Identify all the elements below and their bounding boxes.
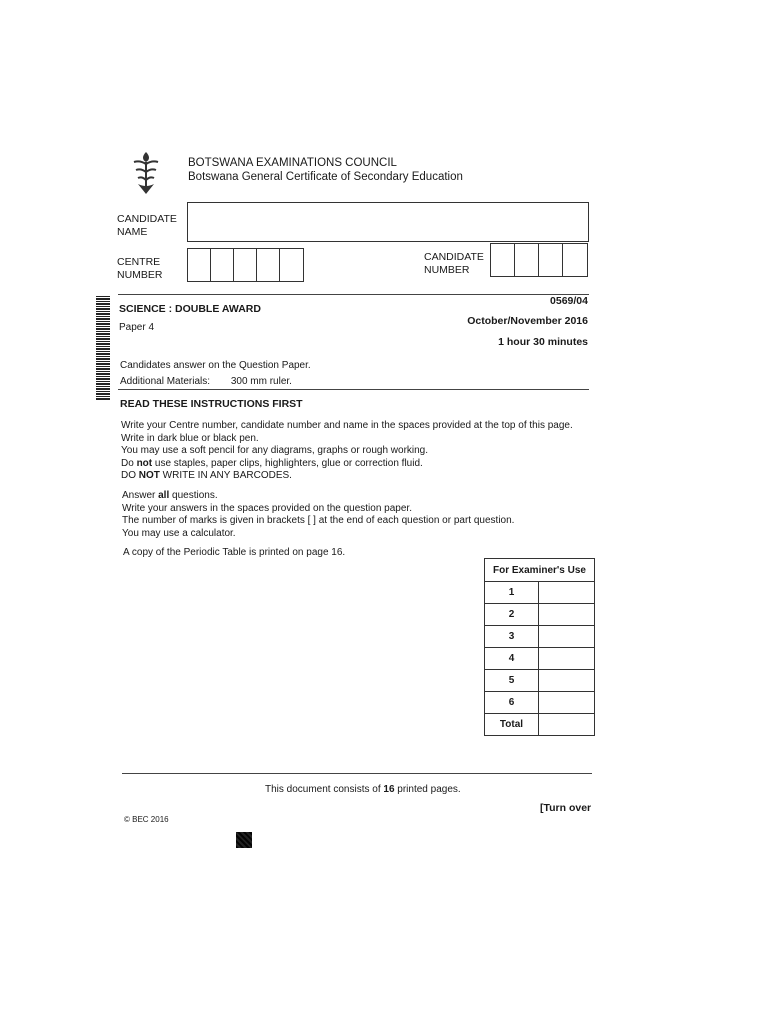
candidate-name-field[interactable] bbox=[187, 202, 589, 242]
page-count: This document consists of 16 printed pages. bbox=[265, 784, 461, 795]
mark-cell[interactable] bbox=[539, 692, 595, 714]
copyright: © BEC 2016 bbox=[124, 815, 169, 824]
divider-top bbox=[118, 294, 589, 295]
table-row: 6 bbox=[485, 692, 595, 714]
turn-over: [Turn over bbox=[540, 802, 592, 814]
candidate-number-field[interactable] bbox=[490, 243, 588, 277]
table-row: 5 bbox=[485, 670, 595, 692]
exam-session: October/November 2016 bbox=[467, 315, 588, 327]
table-row: 4 bbox=[485, 648, 595, 670]
mark-cell[interactable] bbox=[539, 582, 595, 604]
paper-number: Paper 4 bbox=[119, 322, 155, 333]
table-row: 2 bbox=[485, 604, 595, 626]
candidate-number-label: CANDIDATE NUMBER bbox=[424, 251, 484, 276]
centre-number-label: CENTRE NUMBER bbox=[117, 256, 163, 281]
mark-cell[interactable] bbox=[539, 714, 595, 736]
exam-code: 0569/04 bbox=[550, 295, 588, 307]
divider-instructions bbox=[118, 389, 589, 390]
additional-materials: Additional Materials: 300 mm ruler. bbox=[120, 376, 292, 387]
barcode-icon bbox=[96, 296, 110, 400]
council-header bbox=[188, 156, 463, 184]
candidate-name-label: CANDIDATE NAME bbox=[117, 213, 177, 238]
exam-duration: 1 hour 30 minutes bbox=[498, 336, 588, 348]
examiner-table-heading: For Examiner's Use bbox=[485, 559, 595, 582]
table-row: 3 bbox=[485, 626, 595, 648]
subject-title: SCIENCE : DOUBLE AWARD bbox=[119, 303, 261, 315]
answer-note: Candidates answer on the Question Paper. bbox=[120, 360, 311, 371]
certificate-name: Botswana General Certificate of Secondary Education bbox=[188, 171, 463, 183]
instructions-block-1: Write your Centre number, candidate number and name in the spaces provided at the top of this page. Write in dark blue or black pen. You may use a soft pencil for any diagrams, graphs or rough working. Do not use staples, paper clips, highlighters, glue or correction fluid. DO NOT WRITE IN ANY BARCODES. bbox=[121, 420, 573, 481]
centre-number-field[interactable] bbox=[187, 248, 304, 282]
divider-footer bbox=[122, 773, 592, 774]
mark-cell[interactable] bbox=[539, 626, 595, 648]
table-row: Total bbox=[485, 714, 595, 736]
examiner-use-table bbox=[484, 558, 595, 736]
instructions-block-2: Answer all questions. Write your answers in the spaces provided on the question paper. The number of marks is given in brackets [ ] at the end of each question or part question. You may use a calculator. bbox=[122, 490, 515, 539]
table-row: 1 bbox=[485, 582, 595, 604]
council-name: BOTSWANA EXAMINATIONS COUNCIL bbox=[188, 157, 397, 169]
mark-cell[interactable] bbox=[539, 604, 595, 626]
mark-cell[interactable] bbox=[539, 648, 595, 670]
mark-cell[interactable] bbox=[539, 670, 595, 692]
periodic-table-note: A copy of the Periodic Table is printed on page 16. bbox=[123, 547, 346, 558]
bec-logo-icon bbox=[128, 148, 164, 196]
instructions-heading: READ THESE INSTRUCTIONS FIRST bbox=[120, 398, 303, 410]
qr-code-icon bbox=[236, 832, 252, 848]
